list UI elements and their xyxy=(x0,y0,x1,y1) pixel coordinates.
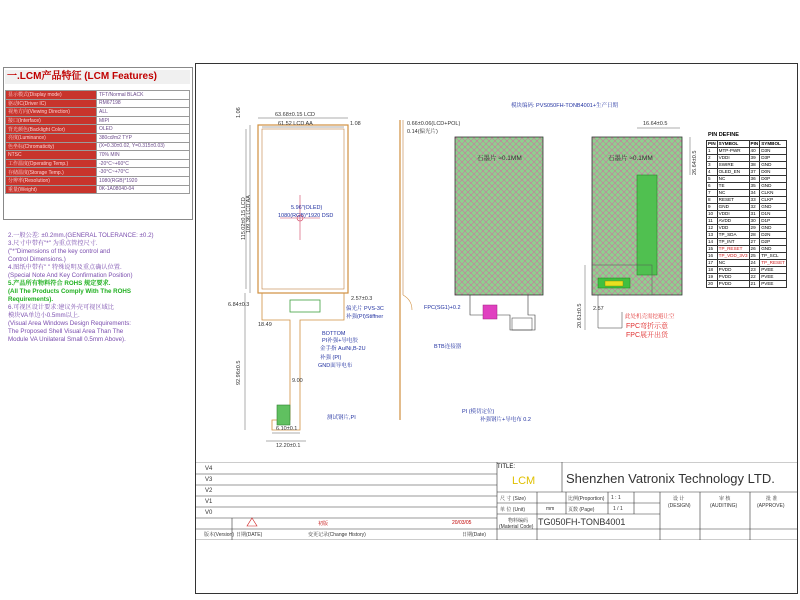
feature-key: 背光颜色(Backlight Color) xyxy=(6,125,97,134)
pin-cell: D1N xyxy=(760,211,787,218)
pin-cell: GND xyxy=(760,225,787,232)
pin-cell: PVEE xyxy=(760,274,787,281)
pin-cell: 30 xyxy=(749,218,760,225)
feature-key: 驱动IC(Driver IC) xyxy=(6,99,97,108)
feature-value: -30°C~+70°C xyxy=(97,168,190,177)
pin-cell: D1P xyxy=(760,218,787,225)
pin-cell: 9 xyxy=(707,204,718,211)
pin-row xyxy=(707,183,787,190)
note-line: 2.一般公差: ±0.2mm.(GENERAL TOLERANCE: ±0.2) xyxy=(8,232,154,239)
version-v1: V1 xyxy=(205,499,213,505)
feature-key: 分辨率(Resolution) xyxy=(6,176,97,185)
pin-cell: 33 xyxy=(749,197,760,204)
note-line: ("*"Dimensions of the key control and xyxy=(8,248,111,255)
note-line: 6.可视区设计要求:建议外壳可视区域比 xyxy=(8,304,114,311)
dim-fpc-right: 2.57±0.3 xyxy=(351,296,373,302)
feature-key: 显示模式(Display mode) xyxy=(6,91,97,100)
pin-row xyxy=(707,260,787,267)
feature-key: NTSC xyxy=(6,151,97,160)
back-label-pi: PI (模切定位) xyxy=(462,409,495,415)
dim-fpc-left: 6.84±0.3 xyxy=(228,302,250,308)
feature-row xyxy=(6,176,190,185)
pin-row xyxy=(707,148,787,155)
feature-value: 1080(RGB)*1920 xyxy=(97,176,190,185)
dim-bottom-1: 6.10±0.1 xyxy=(276,426,298,432)
pin-cell: GND xyxy=(760,204,787,211)
back-tape-label: 石墨片 ≈0.1MM xyxy=(477,155,522,162)
pin-cell: 11 xyxy=(707,218,718,225)
feature-key: 重量(Weight) xyxy=(6,185,97,194)
pin-cell: 19 xyxy=(707,274,718,281)
pin-cell: 15 xyxy=(707,246,718,253)
dim-width-lcd: 63.68±0.15 LCD xyxy=(275,112,316,118)
callout-pi: 补强 (PI) xyxy=(320,355,342,361)
pin-cell: GND xyxy=(760,162,787,169)
change-header: 变更记录(Change History) xyxy=(308,532,366,538)
feature-row xyxy=(6,116,190,125)
callout-polarizer: 偏光片 PVS-3C xyxy=(346,306,384,312)
pin-cell: GND xyxy=(760,246,787,253)
pin-row xyxy=(707,211,787,218)
pin-define-title: PIN DEFINE xyxy=(708,132,739,138)
pin-cell: 5 xyxy=(707,176,718,183)
right-note-1: 此处机壳需挖避让空 xyxy=(625,314,675,320)
pin-cell: 31 xyxy=(749,211,760,218)
pin-cell: 27 xyxy=(749,239,760,246)
feature-row xyxy=(6,168,190,177)
pin-cell: GND xyxy=(717,204,749,211)
pin-cell: D3P xyxy=(760,155,787,162)
dim-fpc-width: 18.49 xyxy=(258,322,272,328)
design-en: (DESIGN) xyxy=(668,503,691,509)
pin-cell: 23 xyxy=(749,267,760,274)
dim-thickness: 0.66±0.06(LCD+POL) xyxy=(407,121,461,127)
right-dim-h2: 20.61±0.5 xyxy=(577,303,583,328)
right-note-2: FPC弯折示意 xyxy=(626,323,668,330)
pin-cell: 26 xyxy=(749,246,760,253)
note-line: 5.产品所有物料符合 ROHS 规定要求. xyxy=(8,280,111,287)
pin-row xyxy=(707,232,787,239)
pin-cell: 3 xyxy=(707,162,718,169)
callout-stiffener: 补强(PI)Stiffner xyxy=(346,314,384,320)
callout-test-steel: 测试钢片,PI xyxy=(327,415,356,421)
version-v4: V4 xyxy=(205,466,213,472)
feature-value: 70% MIN xyxy=(97,151,190,160)
pin-row xyxy=(707,239,787,246)
pin-cell: VDD xyxy=(717,225,749,232)
pin-row xyxy=(707,176,787,183)
feature-value: RM67198 xyxy=(97,99,190,108)
feature-key: 视角方向(Viewing Direction) xyxy=(6,108,97,117)
pin-cell: MTP-PWR xyxy=(717,148,749,155)
pin-cell: NC xyxy=(717,176,749,183)
feature-row xyxy=(6,108,190,117)
unit-value: mm xyxy=(546,506,555,512)
pin-cell: RESET xyxy=(717,197,749,204)
version-v3: V3 xyxy=(205,477,213,483)
pin-cell: 2 xyxy=(707,155,718,162)
title-label: TITLE: xyxy=(497,464,516,470)
pin-row xyxy=(707,246,787,253)
pin-row xyxy=(707,253,787,260)
pin-cell: 10 xyxy=(707,211,718,218)
design-label: 设 计 xyxy=(673,496,685,502)
right-tape-label: 石墨片 ≈0.1MM xyxy=(608,155,653,162)
dim-top: 1.06 xyxy=(236,107,242,118)
features-table xyxy=(5,90,190,194)
note-line: 模块VA单边小0.5mm以上. xyxy=(8,312,80,319)
pin-cell: D2P xyxy=(760,239,787,246)
note-line: (Special Note And Key Confirmation Position) xyxy=(8,272,133,279)
pin-cell: D2N xyxy=(760,232,787,239)
dim-total-height: 92.96±0.5 xyxy=(236,360,242,385)
note-line: (All The Products Comply With The ROHS xyxy=(8,288,132,295)
approve-en: (APPROVE) xyxy=(757,503,785,509)
dim-bottom-2: 12.20±0.1 xyxy=(276,443,301,449)
right-dim-small: 2.57 xyxy=(593,306,604,312)
dim-pol: 0.14(偏光片) xyxy=(407,129,438,135)
date-label: 日期(Date) xyxy=(462,532,486,538)
feature-row xyxy=(6,151,190,160)
pin-cell: 8 xyxy=(707,197,718,204)
pin-cell: 34 xyxy=(749,190,760,197)
dim-height-lcd: 115.02±0.15 LCD xyxy=(241,197,247,240)
pin-cell: 21 xyxy=(749,281,760,288)
size-label: 尺 寸 (Size) xyxy=(500,496,526,502)
pin-cell: PVDD xyxy=(717,281,749,288)
audit-label: 审 核 xyxy=(719,496,731,502)
pin-cell: TP_RESET xyxy=(717,246,749,253)
pin-cell: 1 xyxy=(707,148,718,155)
proportion-value: 1 : 1 xyxy=(611,495,621,501)
feature-value: -20°C~+60°C xyxy=(97,159,190,168)
pin-cell: VDDI xyxy=(717,155,749,162)
back-label-connector: BTB连接器 xyxy=(434,344,462,350)
pin-cell: 17 xyxy=(707,260,718,267)
pin-cell: 32 xyxy=(749,204,760,211)
pin-row xyxy=(707,225,787,232)
page-label: 页数 (Page) xyxy=(568,507,595,513)
pin-cell: OLED_EN xyxy=(717,169,749,176)
pin-cell: 6 xyxy=(707,183,718,190)
back-label-stiff: 补强钢片+导电布 0.2 xyxy=(480,417,531,423)
feature-value: ALL xyxy=(97,108,190,117)
feature-key: 亮度(Luminance) xyxy=(6,133,97,142)
pin-cell: TE xyxy=(717,183,749,190)
features-title: 一.LCM产品特征 (LCM Features) xyxy=(5,70,190,84)
pin-cell: TP_VDD_3V3 xyxy=(718,253,748,258)
pin-cell: 14 xyxy=(707,239,718,246)
company-name: Shenzhen Vatronix Technology LTD. xyxy=(566,471,775,486)
unit-label: 单 位 (Unit) xyxy=(500,507,526,513)
pin-row xyxy=(707,162,787,169)
pin-cell: GND xyxy=(760,183,787,190)
note-line: Control Dimensions.) xyxy=(8,256,66,263)
pin-row xyxy=(707,267,787,274)
pin-row xyxy=(707,155,787,162)
feature-row xyxy=(6,99,190,108)
pin-cell: CLKP xyxy=(760,197,787,204)
pin-cell: 25 xyxy=(749,253,760,260)
pin-cell: 35 xyxy=(749,183,760,190)
dim-margin-right: 1.08 xyxy=(350,121,361,127)
pin-cell: NC xyxy=(717,260,749,267)
version-v0: V0 xyxy=(205,510,213,516)
right-dim-width: 16.64±0.5 xyxy=(643,121,668,127)
dim-height-aa: 109.36 LCD AA xyxy=(246,195,252,233)
pin-cell: 38 xyxy=(749,162,760,169)
callout-bottom: BOTTOM xyxy=(322,331,346,337)
right-dim-h1: 26.64±0.5 xyxy=(692,150,698,175)
pin-cell: D3N xyxy=(760,148,787,155)
pin-cell: 16 xyxy=(707,253,718,260)
version-header: 版本(Version) xyxy=(204,532,235,538)
pin-cell: 13 xyxy=(707,232,718,239)
pin-cell: NC xyxy=(717,190,749,197)
approve-label: 批 准 xyxy=(766,496,778,502)
pin-header: PIN xyxy=(708,141,716,146)
note-line: Module VA Unilateral Small 0.5mm Above). xyxy=(8,336,126,343)
note-line: 4.图纸中带有" " 特殊说明及重点确认位置. xyxy=(8,264,122,271)
pin-cell: PVEE xyxy=(760,281,787,288)
pin-row xyxy=(707,197,787,204)
version-v2: V2 xyxy=(205,488,213,494)
pin-cell: 24 xyxy=(749,260,760,267)
pin-cell: PVEE xyxy=(760,267,787,274)
pin-cell: 37 xyxy=(749,169,760,176)
pin-cell: 20 xyxy=(707,281,718,288)
pin-define-table xyxy=(706,140,787,288)
feature-row xyxy=(6,125,190,134)
feature-key: 色坐标(Chromaticity) xyxy=(6,142,97,151)
pin-cell: PVDD xyxy=(717,274,749,281)
pin-cell: 12 xyxy=(707,225,718,232)
pin-cell: TP_SCL xyxy=(760,253,787,260)
pin-cell: TP_SDA xyxy=(717,232,749,239)
center-label-1: 5.96"(OLED) xyxy=(291,205,323,211)
date-header: 日期(DATE) xyxy=(236,532,263,538)
pin-cell: 40 xyxy=(749,148,760,155)
material-en: (Material Code) xyxy=(499,524,534,530)
pin-cell: 36 xyxy=(749,176,760,183)
pin-cell: D0N xyxy=(760,169,787,176)
title-value: LCM xyxy=(512,475,536,487)
pin-cell: PVDD xyxy=(717,267,749,274)
pin-cell: 22 xyxy=(749,274,760,281)
feature-row xyxy=(6,133,190,142)
feature-key: 工作温度(Operating Temp.) xyxy=(6,159,97,168)
page-value: 1 / 1 xyxy=(613,506,623,512)
pin-cell: VDDI xyxy=(717,211,749,218)
feature-row xyxy=(6,185,190,194)
pin-row xyxy=(707,281,787,288)
center-label-2: 1080(RGB)*1920 DSD xyxy=(278,213,334,219)
dim-9: 9.00 xyxy=(292,378,303,384)
feature-row xyxy=(6,91,190,100)
right-note-3: FPC展开出货 xyxy=(626,332,668,339)
callout-gold-finger: 金手指 Au/Ni,B-2U xyxy=(320,346,366,352)
callout-gnd-cloth: GND面导电布 xyxy=(318,363,353,369)
pin-row xyxy=(707,274,787,281)
feature-value: 380cd/m2 TYP xyxy=(97,133,190,142)
pin-header: SYMBOL xyxy=(717,141,749,148)
pin-cell: 39 xyxy=(749,155,760,162)
pin-row xyxy=(707,204,787,211)
material-label: 物料编码 xyxy=(508,518,529,524)
feature-value: MIPI xyxy=(97,116,190,125)
back-label-fpc: FPC(SG1)+0.2 xyxy=(424,305,461,311)
feature-value: TFT/Normal BLACK xyxy=(97,91,190,100)
proportion-label: 比例(Proportion) xyxy=(568,496,605,502)
pin-cell: 18 xyxy=(707,267,718,274)
pin-cell: SWIRE xyxy=(717,162,749,169)
pin-cell: D0P xyxy=(760,176,787,183)
audit-en: (AUDITING) xyxy=(710,503,738,509)
pin-cell: TP_RESET xyxy=(761,260,785,265)
pin-cell: 7 xyxy=(707,190,718,197)
feature-row xyxy=(6,142,190,151)
pin-row xyxy=(707,190,787,197)
pin-cell: 28 xyxy=(749,232,760,239)
pin-header: SYMBOL xyxy=(760,141,787,148)
pin-header: PIN xyxy=(750,141,759,146)
part-number: TG050FH-TONB4001 xyxy=(538,517,626,527)
callout-pi-glue: PI补强+导电胶 xyxy=(322,338,358,344)
pin-row xyxy=(707,169,787,176)
note-line: The Proposed Shell Visual Area Than The xyxy=(8,328,124,335)
v0-date: 20/03/05 xyxy=(452,520,472,526)
pin-cell: CLKN xyxy=(760,190,787,197)
dim-width-aa: 61.52 LCD AA xyxy=(278,121,313,127)
feature-value: 0K-1A08040-04 xyxy=(97,185,190,194)
feature-value: (X=0.30±0.02, Y=0.315±0.03) xyxy=(97,142,190,151)
pin-cell: 29 xyxy=(749,225,760,232)
feature-row xyxy=(6,159,190,168)
pin-cell: TP_INT xyxy=(717,239,749,246)
feature-key: 接口(Interface) xyxy=(6,116,97,125)
note-line: 3.尺寸中带有"*" 为重点管控尺寸. xyxy=(8,240,98,247)
v0-status: 初版 xyxy=(318,521,329,527)
pin-cell: 4 xyxy=(707,169,718,176)
pin-row xyxy=(707,218,787,225)
feature-key: 存储温度(Storage Temp.) xyxy=(6,168,97,177)
note-line: (Visual Area Windows Design Requirements: xyxy=(8,320,132,327)
note-line: Requirements). xyxy=(8,296,54,303)
pin-cell: AVDD xyxy=(717,218,749,225)
feature-value: OLED xyxy=(97,125,190,134)
back-label-top: 模块编码: PVS050FH-TONB4001+生产日期 xyxy=(511,103,619,109)
